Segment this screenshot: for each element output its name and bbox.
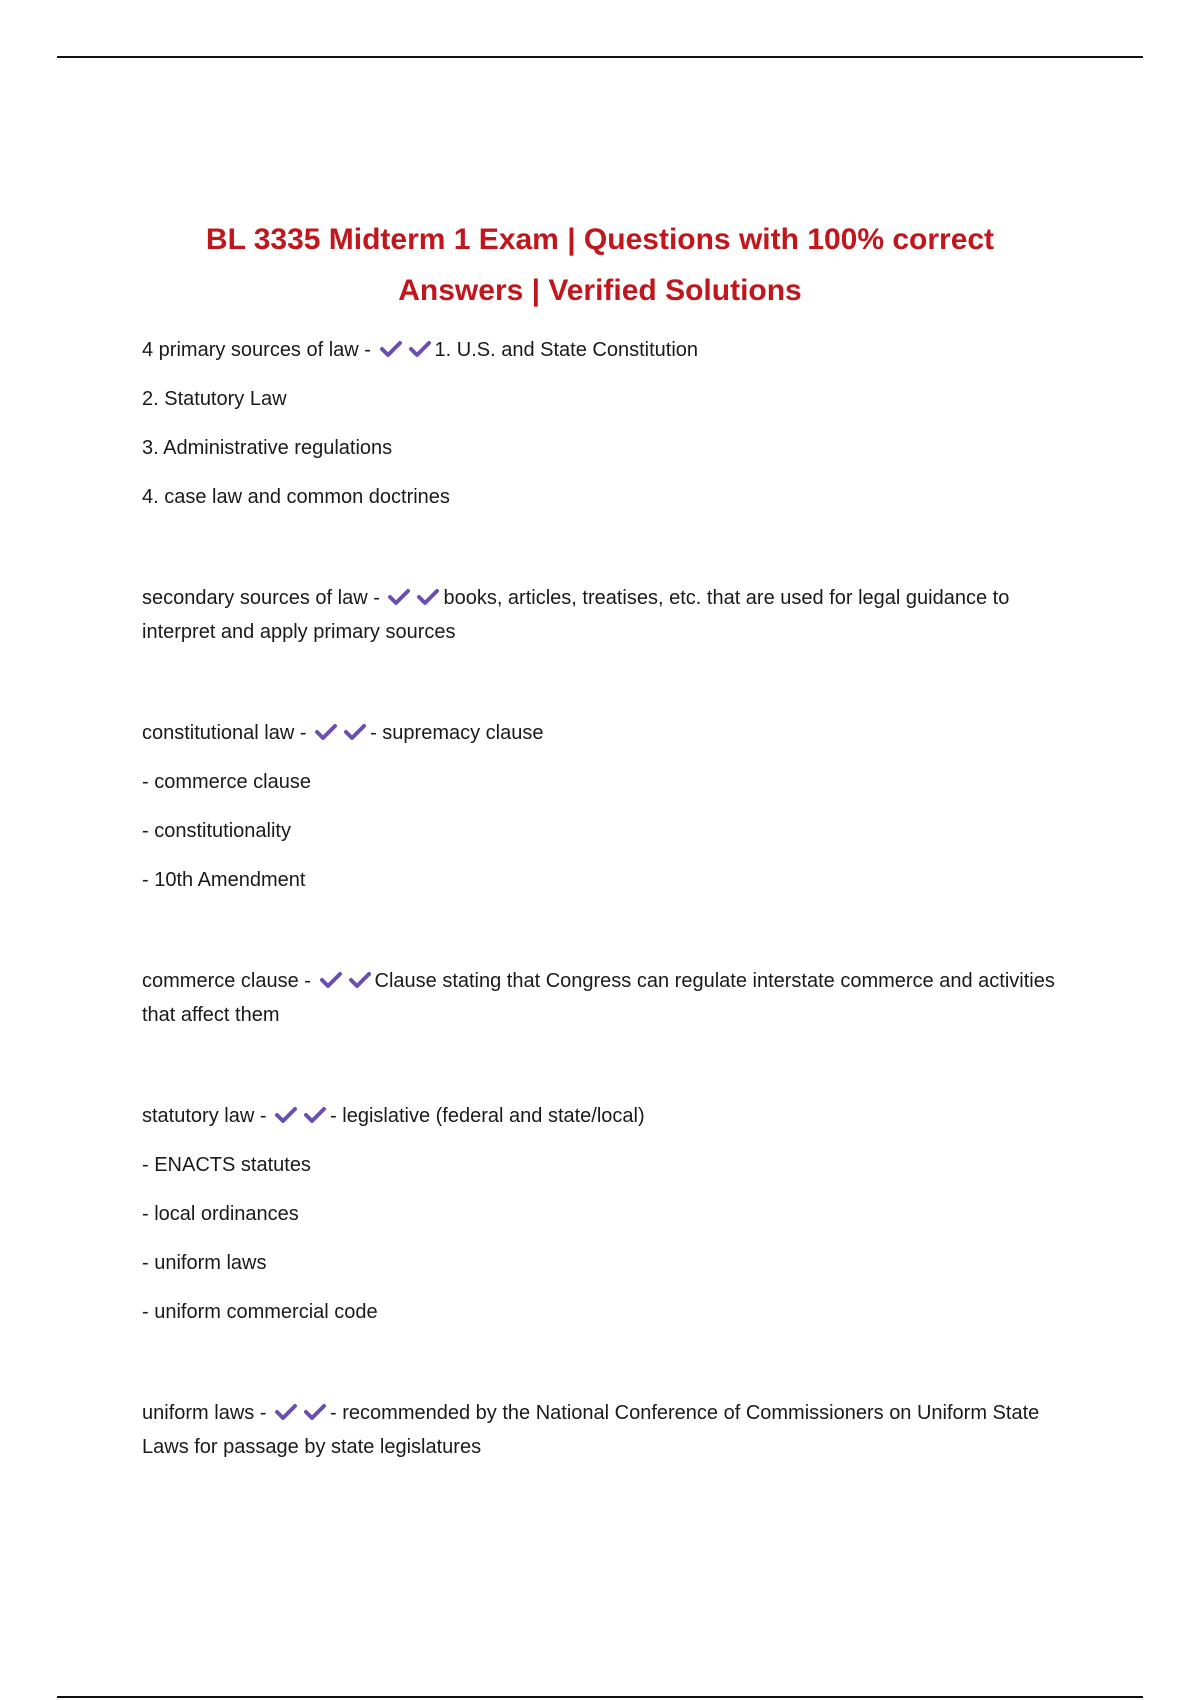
answer-line: - local ordinances — [142, 1203, 299, 1225]
checkmark-icon — [274, 1105, 298, 1125]
answer-line: - constitutionality — [142, 820, 291, 842]
term-text: statutory law - — [142, 1105, 267, 1127]
checkmark-icon — [408, 339, 432, 359]
term-text: constitutional law - — [142, 722, 307, 744]
answer-line: - commerce clause — [142, 771, 311, 793]
checkmark-icon — [314, 722, 338, 742]
term-text: commerce clause - — [142, 970, 311, 992]
answer-line: - uniform commercial code — [142, 1301, 378, 1323]
document-title — [130, 214, 1070, 316]
answer-line: - uniform laws — [142, 1252, 267, 1274]
footer-rule — [57, 1696, 1143, 1698]
qa-entry-primary-sources — [142, 333, 1072, 514]
checkmark-icon — [416, 587, 440, 607]
qa-line — [142, 716, 1072, 750]
answer-line: 3. Administrative regulations — [142, 437, 393, 459]
qa-line — [142, 1396, 1072, 1464]
answer-line: - 10th Amendment — [142, 869, 306, 891]
checkmark-icon — [274, 1402, 298, 1422]
checkmark-icon — [387, 587, 411, 607]
answer-text: - legislative (federal and state/local) — [330, 1105, 645, 1127]
qa-line — [142, 964, 1072, 1032]
qa-line — [142, 1099, 1072, 1133]
term-text: uniform laws - — [142, 1402, 267, 1424]
qa-entry-statutory-law — [142, 1099, 1072, 1329]
checkmark-icon — [319, 970, 343, 990]
checkmark-icon — [343, 722, 367, 742]
checkmark-icon — [379, 339, 403, 359]
answer-text: - supremacy clause — [370, 722, 544, 744]
checkmark-icon — [303, 1105, 327, 1125]
title-line-2: Answers | Verified Solutions — [398, 274, 802, 307]
answer-text: books, articles, treatises, etc. that are used for legal guidance to interpret and apply primary sources — [142, 587, 1010, 643]
term-text: secondary sources of law - — [142, 587, 380, 609]
term-text: 4 primary sources of law - — [142, 339, 371, 361]
qa-entry-secondary-sources — [142, 581, 1072, 649]
qa-entry-uniform-laws — [142, 1396, 1072, 1464]
header-rule — [57, 56, 1143, 58]
answer-line: 2. Statutory Law — [142, 388, 287, 410]
qa-line — [142, 333, 1072, 367]
answer-text: 1. U.S. and State Constitution — [434, 339, 699, 361]
answer-line: 4. case law and common doctrines — [142, 486, 450, 508]
checkmark-icon — [348, 970, 372, 990]
answer-text: - recommended by the National Conference of Commissioners on Uniform State Laws for passage by state legislatures — [142, 1402, 1040, 1458]
answer-line: - ENACTS statutes — [142, 1154, 311, 1176]
qa-entry-constitutional-law — [142, 716, 1072, 897]
qa-list — [142, 333, 1072, 1479]
title-line-1: BL 3335 Midterm 1 Exam | Questions with 100% correct — [205, 223, 995, 256]
qa-line — [142, 581, 1072, 649]
checkmark-icon — [303, 1402, 327, 1422]
qa-entry-commerce-clause — [142, 964, 1072, 1032]
answer-text: Clause stating that Congress can regulate interstate commerce and activities that affect them — [142, 970, 1055, 1026]
